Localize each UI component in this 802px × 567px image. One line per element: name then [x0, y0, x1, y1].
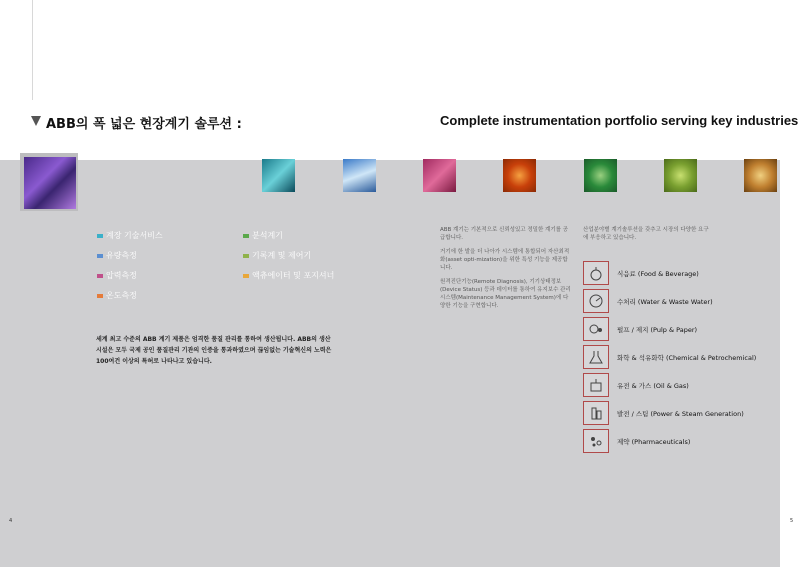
menu-label: 액츄에이터 및 포지셔너 [252, 271, 335, 280]
menu-item-temperature[interactable] [97, 290, 137, 301]
bullet-square-icon [243, 274, 249, 278]
title-korean: ABB의 폭 넓은 현장계기 솔루션 : [46, 117, 242, 132]
photo-green [584, 159, 617, 192]
bullet-square-icon [97, 234, 103, 238]
menu-label: 기록계 및 제어기 [252, 251, 312, 260]
oil-icon [583, 373, 609, 397]
margin-line [32, 0, 33, 100]
middle-paragraph: 거기에 한 발을 더 나아가 시스템에 통합되어 자산최적화(asset opti-mization)을 위한 특성 기능을 제공합니다. [440, 249, 570, 271]
industry-row-chemical[interactable] [583, 344, 756, 370]
middle-paragraph: 원격진단기능(Remote Diagnosis), 기기상태정보 (Device Status) 등과 데이터를 통하여 유지보수 관리시스템(Maintenance Management System)에 다양한 기능을 구현합니다. [440, 279, 571, 309]
page-gutter [780, 160, 802, 567]
industry-label: 수처리 (Water & Waste Water) [617, 297, 713, 306]
page-number-left: 4 [9, 518, 13, 524]
industry-row-power[interactable] [583, 400, 744, 426]
bullet-square-icon [97, 274, 103, 278]
industry-label: 제약 (Pharmaceuticals) [617, 437, 691, 446]
title-arrow-icon [31, 116, 41, 126]
right-column-intro: 산업분야별 계기솔루션을 갖추고 시장의 다양한 요구에 부응하고 있습니다. [583, 227, 709, 241]
bullet-square-icon [243, 254, 249, 258]
industry-label: 펄프 / 제지 (Pulp & Paper) [617, 325, 698, 334]
photo-orange [503, 159, 536, 192]
menu-label: 압력측정 [106, 271, 137, 280]
bullet-square-icon [97, 254, 103, 258]
power-icon [583, 401, 609, 425]
title-english: Complete instrumentation portfolio serving key industries [440, 113, 799, 128]
menu-label: 온도측정 [106, 291, 137, 300]
photo-purple-pipes [24, 157, 76, 209]
photo-lime [664, 159, 697, 192]
photo-teal [262, 159, 295, 192]
industry-row-food[interactable] [583, 260, 699, 286]
bullet-square-icon [97, 294, 103, 298]
industry-label: 화학 & 석유화학 (Chemical & Petrochemical) [617, 353, 757, 362]
menu-label: 분석계기 [252, 231, 283, 240]
photo-pink [423, 159, 456, 192]
middle-column [440, 226, 572, 316]
menu-label: 유량측정 [106, 251, 137, 260]
menu-item-actuator[interactable] [243, 270, 334, 281]
photo-water [343, 159, 376, 192]
paper-icon [583, 317, 609, 341]
menu-label: 계장 기술서비스 [106, 231, 163, 240]
industry-row-paper[interactable] [583, 316, 697, 342]
industry-row-pharma[interactable] [583, 428, 690, 454]
industry-row-water[interactable] [583, 288, 713, 314]
menu-item-analyzer[interactable] [243, 230, 283, 241]
intro-paragraph: 세계 최고 수준의 ABB 계기 제품은 엄격한 품질 관리를 통하여 생산됩니다. ABB의 생산시설은 모두 국제 공인 품질관리 기관의 인증을 통과하였으며 끊임없는 기술혁신의 노력은 100여건 이상의 특허로 나타나고 있습니다. [96, 336, 332, 365]
menu-item-flow[interactable] [97, 250, 137, 261]
photo-food [744, 159, 777, 192]
industry-row-oil[interactable] [583, 372, 689, 398]
industry-label: 유전 & 가스 (Oil & Gas) [617, 381, 689, 390]
pharma-icon [583, 429, 609, 453]
menu-item-service[interactable] [97, 230, 163, 241]
food-icon [583, 261, 609, 285]
chemical-icon [583, 345, 609, 369]
industry-label: 발전 / 스팀 (Power & Steam Generation) [617, 409, 744, 418]
bullet-square-icon [243, 234, 249, 238]
industry-label: 식음료 (Food & Beverage) [617, 269, 699, 278]
middle-paragraph: ABB 계기는 기본적으로 신뢰성있고 정밀한 계기를 공급합니다. [440, 227, 569, 241]
water-icon [583, 289, 609, 313]
menu-item-pressure[interactable] [97, 270, 137, 281]
menu-item-recorder[interactable] [243, 250, 311, 261]
page-number-right: 5 [790, 518, 794, 524]
